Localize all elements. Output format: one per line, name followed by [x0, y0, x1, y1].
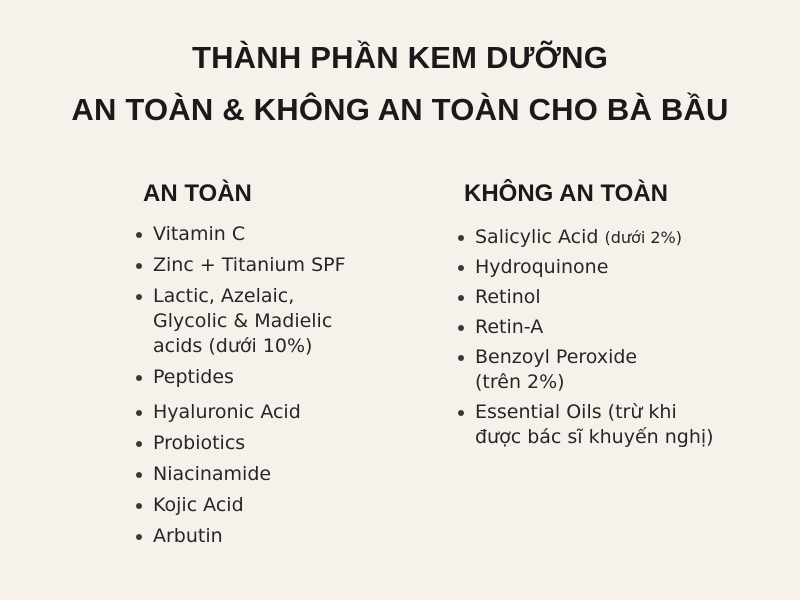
list-item-label: Zinc + Titanium SPF	[153, 254, 346, 276]
unsafe-ingredient-list	[455, 225, 755, 455]
list-item-note: (dưới 2%)	[604, 228, 682, 247]
list-item	[133, 253, 393, 278]
bullet-icon	[458, 235, 464, 241]
list-item-label-line-3: acids (dưới 10%)	[153, 335, 313, 357]
bullet-icon	[136, 232, 142, 238]
list-item-label: Retin-A	[475, 316, 544, 338]
bullet-icon	[136, 410, 142, 416]
list-item-label: Kojic Acid	[153, 494, 244, 516]
list-item-label: Hydroquinone	[475, 256, 609, 278]
list-item	[133, 524, 393, 549]
list-item	[133, 365, 393, 390]
list-item-label: Niacinamide	[153, 463, 272, 485]
list-item	[133, 493, 393, 518]
list-item	[455, 225, 755, 250]
bullet-icon	[458, 265, 464, 271]
safe-heading: AN TOÀN	[143, 180, 252, 207]
bullet-icon	[136, 263, 142, 269]
list-item-label-line-2: (trên 2%)	[475, 371, 565, 393]
list-item	[133, 284, 393, 359]
bullet-icon	[458, 410, 464, 416]
list-item-label: Vitamin C	[153, 223, 246, 245]
bullet-icon	[136, 441, 142, 447]
list-item-label-line-1: Benzoyl Peroxide	[475, 346, 638, 368]
bullet-icon	[136, 472, 142, 478]
bullet-icon	[136, 294, 142, 300]
list-item	[133, 462, 393, 487]
list-item	[133, 222, 393, 247]
bullet-icon	[458, 325, 464, 331]
list-item	[455, 345, 755, 395]
list-item	[455, 285, 755, 310]
list-item	[133, 400, 393, 425]
bullet-icon	[136, 503, 142, 509]
page-title-line-2: AN TOÀN & KHÔNG AN TOÀN CHO BÀ BẦU	[71, 92, 729, 127]
list-item	[455, 315, 755, 340]
page-title-line-1: THÀNH PHẦN KEM DƯỠNG	[191, 40, 609, 75]
list-item	[455, 400, 755, 450]
list-item-label: Probiotics	[153, 432, 246, 454]
list-item-label: Hyaluronic Acid	[153, 401, 301, 423]
list-item	[455, 255, 755, 280]
list-item-label-line-2: được bác sĩ khuyến nghị)	[475, 426, 714, 448]
list-item-label: Arbutin	[153, 525, 223, 547]
list-item-label: Salicylic Acid	[475, 226, 599, 248]
safe-ingredient-list	[133, 222, 393, 555]
list-item	[133, 431, 393, 456]
list-item-label: Retinol	[475, 286, 541, 308]
unsafe-heading: KHÔNG AN TOÀN	[464, 180, 668, 207]
bullet-icon	[136, 375, 142, 381]
list-item-label-line-1: Lactic, Azelaic,	[153, 285, 295, 307]
list-item-label: Peptides	[153, 366, 234, 388]
bullet-icon	[458, 355, 464, 361]
bullet-icon	[136, 534, 142, 540]
bullet-icon	[458, 295, 464, 301]
list-item-label-line-1: Essential Oils (trừ khi	[475, 401, 677, 423]
list-item-label-line-2: Glycolic & Madielic	[153, 310, 333, 332]
